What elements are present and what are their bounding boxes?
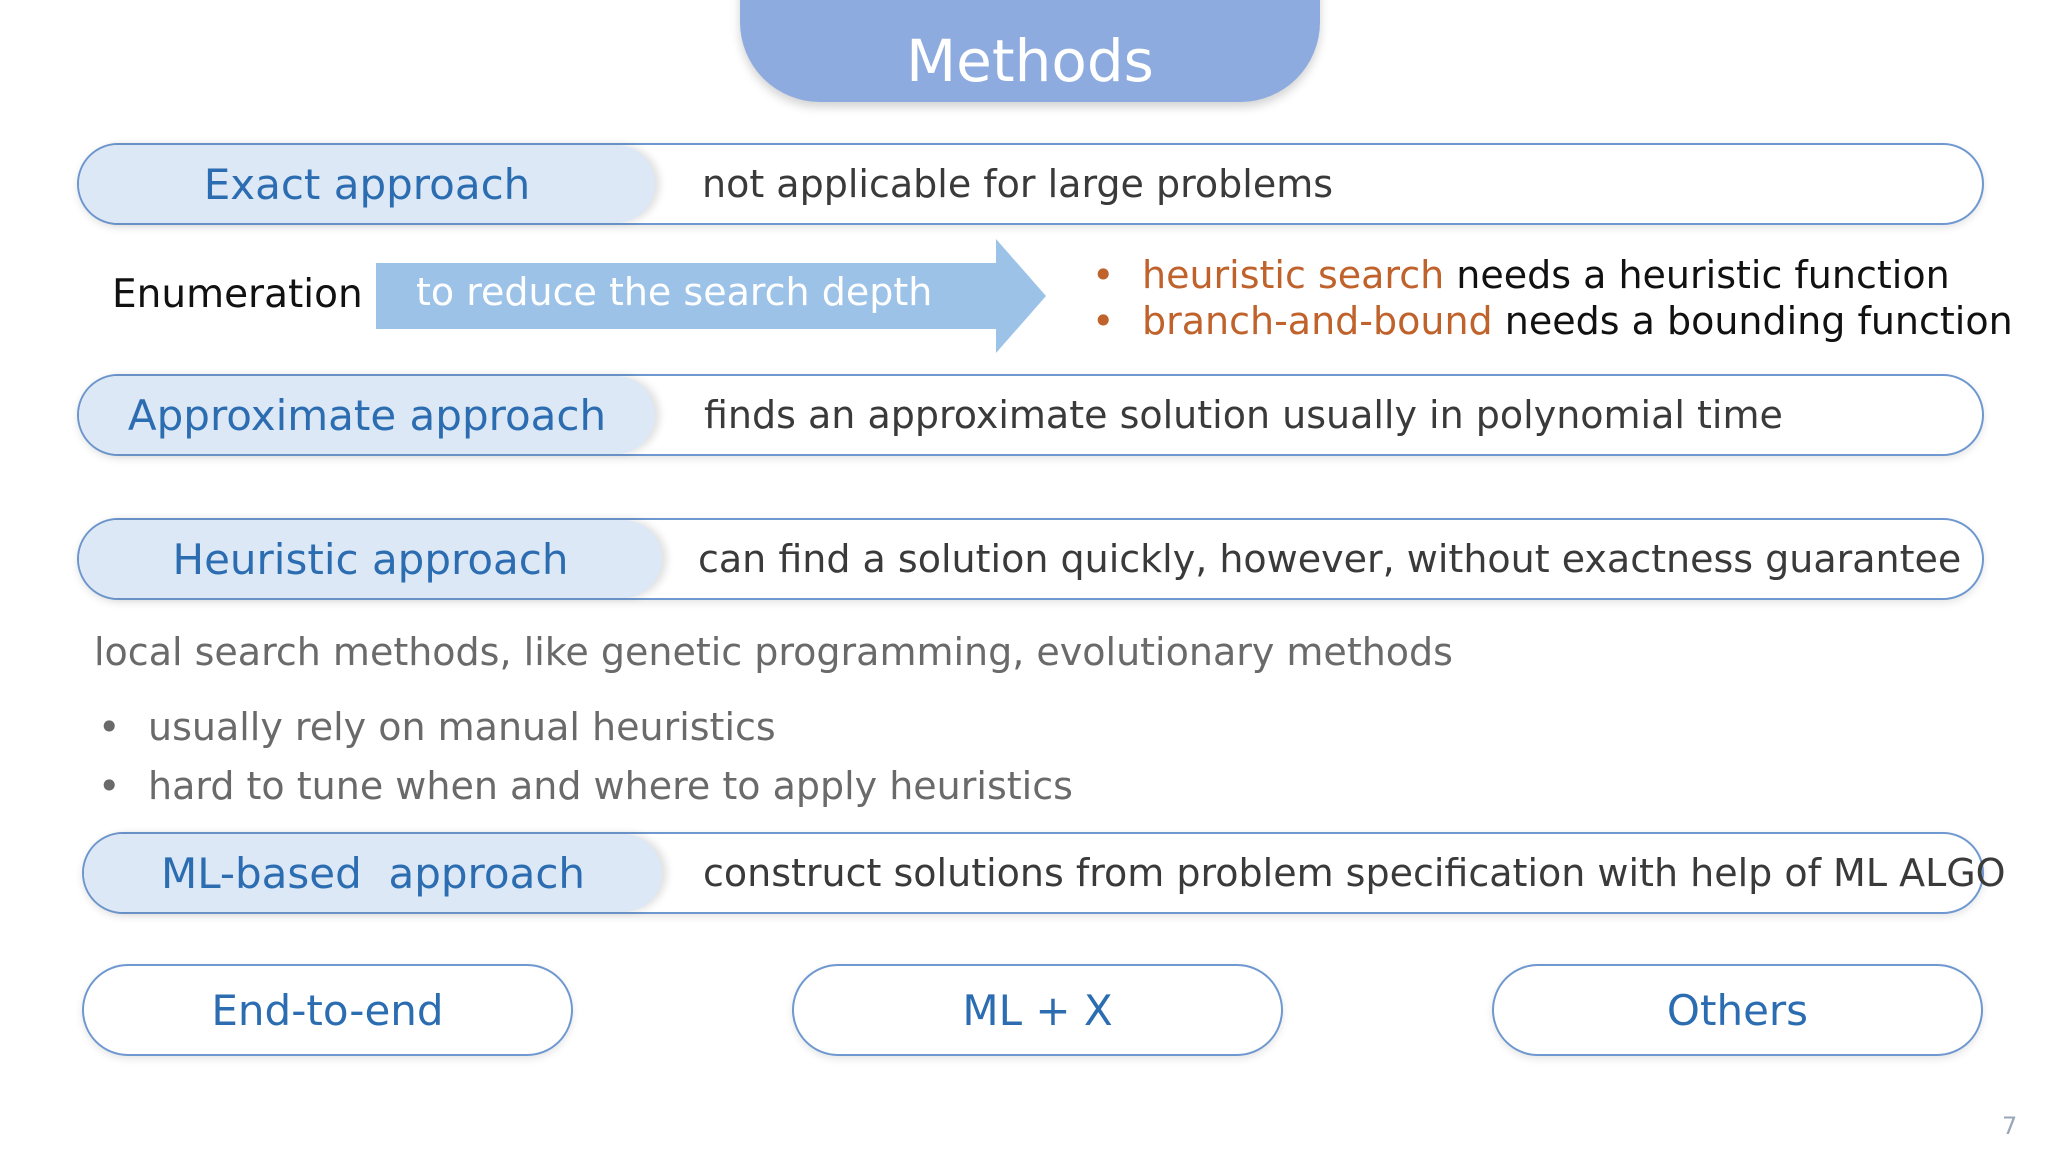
ml-plus-x-box: ML + X: [792, 964, 1283, 1056]
others-box: Others: [1492, 964, 1983, 1056]
enumeration-label: Enumeration: [112, 272, 363, 317]
bullet-text: needs a bounding function: [1492, 299, 2013, 343]
list-item: [1092, 298, 2013, 344]
bullet-icon: •: [1092, 253, 1115, 297]
heuristic-bullets: [98, 698, 1073, 816]
title-tab: [740, 0, 1320, 102]
heuristic-note: local search methods, like genetic programming, evolutionary methods: [94, 630, 1453, 674]
bullet-icon: •: [1092, 299, 1115, 343]
list-item: [1092, 252, 2013, 298]
bullet-text: usually rely on manual heuristics: [148, 705, 776, 749]
bullet-highlight: heuristic search: [1142, 253, 1445, 297]
bullet-icon: •: [98, 705, 121, 749]
arrow-text: to reduce the search depth: [416, 270, 933, 314]
approximate-approach-description: finds an approximate solution usually in polynomial time: [704, 393, 1783, 437]
bullet-text: needs a heuristic function: [1444, 253, 1950, 297]
list-item: [98, 698, 1073, 757]
exact-approach-row: [77, 143, 1984, 225]
bullet-text: hard to tune when and where to apply heuristics: [148, 764, 1073, 808]
approximate-approach-label: Approximate approach: [79, 376, 655, 454]
bullet-icon: •: [98, 764, 121, 808]
heuristic-approach-row: [77, 518, 1984, 600]
page-number: 7: [2002, 1112, 2018, 1140]
page-title: Methods: [906, 27, 1154, 95]
bullet-highlight: branch-and-bound: [1142, 299, 1493, 343]
exact-approach-description: not applicable for large problems: [702, 162, 1334, 206]
list-item: [98, 757, 1073, 816]
heuristic-approach-description: can find a solution quickly, however, without exactness guarantee: [698, 537, 1962, 581]
approximate-approach-row: [77, 374, 1984, 456]
exact-approach-label: Exact approach: [79, 145, 655, 223]
enumeration-bullets: [1092, 252, 2013, 344]
ml-approach-label: ML-based approach: [84, 834, 662, 912]
ml-approach-description: construct solutions from problem specification with help of ML ALGO: [703, 851, 2006, 895]
end-to-end-box: End-to-end: [82, 964, 573, 1056]
heuristic-approach-label: Heuristic approach: [79, 520, 662, 598]
ml-approach-row: [82, 832, 2006, 914]
